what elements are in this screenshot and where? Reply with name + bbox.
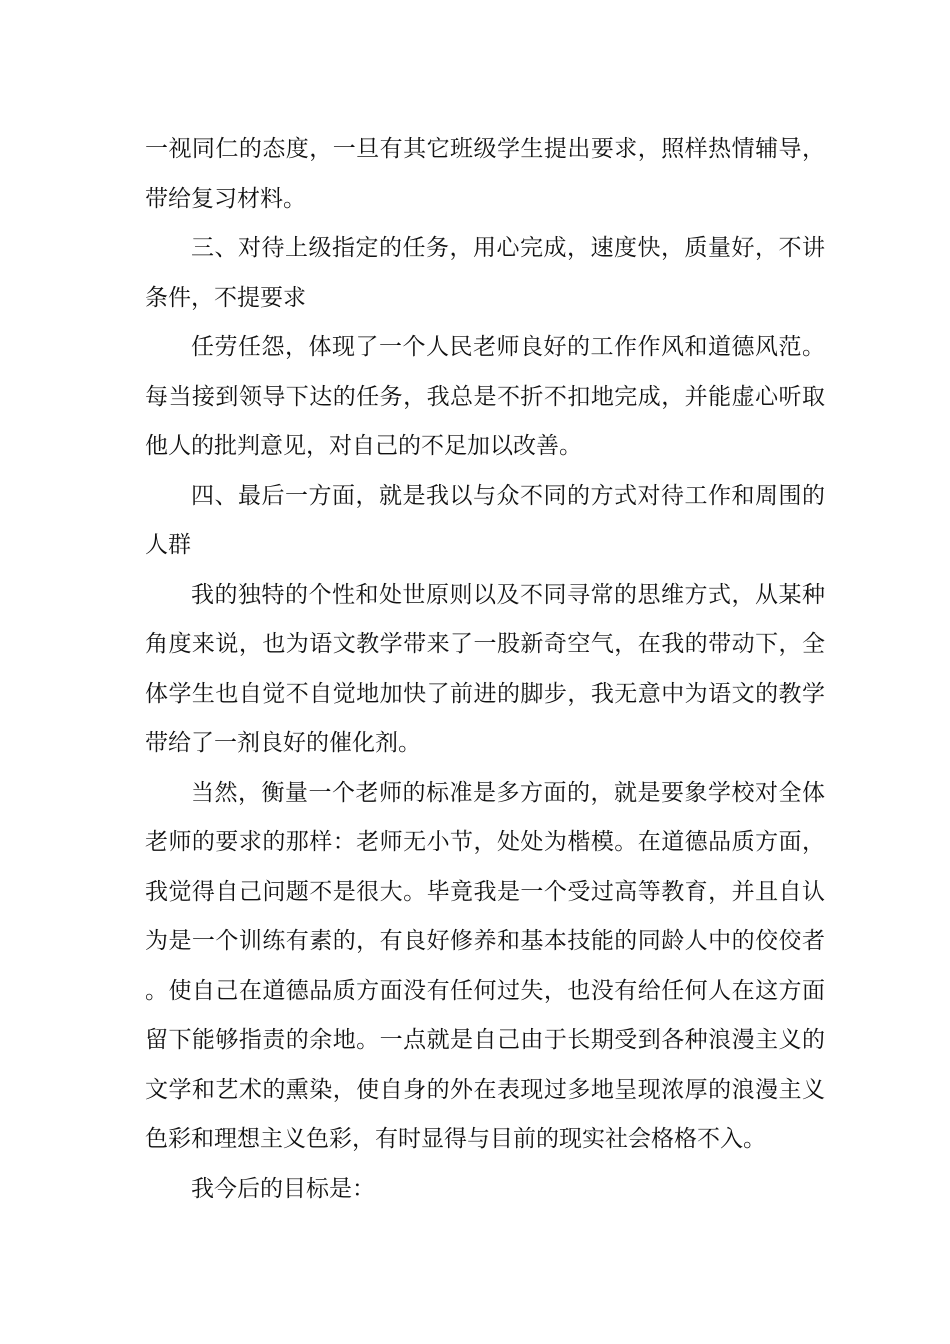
paragraph-4: 四、最后一方面，就是我以与众不同的方式对待工作和周围的人群 bbox=[145, 482, 825, 558]
paragraph-1: 一视同仁的态度，一旦有其它班级学生提出要求，照样热情辅导，带给复习材料。 bbox=[145, 136, 825, 212]
body-text bbox=[145, 125, 825, 1214]
paragraph-2: 三、对待上级指定的任务，用心完成，速度快，质量好，不讲条件，不提要求 bbox=[145, 235, 825, 311]
paragraph-6: 当然，衡量一个老师的标准是多方面的，就是要象学校对全体老师的要求的那样：老师无小节，处处为楷模。在道德品质方面，我觉得自己问题不是很大。毕竟我是一个受过高等教育，并且自认为是一个训练有素的，有良好修养和基本技能的同龄人中的佼佼者。使自己在道德品质方面没有任何过失，也没有给任何人在这方面留下能够指责的余地。一点就是自己由于长期受到各种浪漫主义的文学和艺术的熏染，使自身的外在表现过多地呈现浓厚的浪漫主义色彩和理想主义色彩，有时显得与目前的现实社会格格不入。 bbox=[145, 779, 825, 1152]
paragraph-7: 我今后的目标是： bbox=[191, 1175, 375, 1202]
paragraph-3: 任劳任怨，体现了一个人民老师良好的工作作风和道德风范。每当接到领导下达的任务，我总是不折不扣地完成，并能虚心听取他人的批判意见，对自己的不足加以改善。 bbox=[145, 334, 825, 459]
paragraph-5: 我的独特的个性和处世原则以及不同寻常的思维方式，从某种角度来说，也为语文教学带来了一股新奇空气，在我的带动下，全体学生也自觉不自觉地加快了前进的脚步，我无意中为语文的教学带给了一剂良好的催化剂。 bbox=[145, 581, 825, 756]
